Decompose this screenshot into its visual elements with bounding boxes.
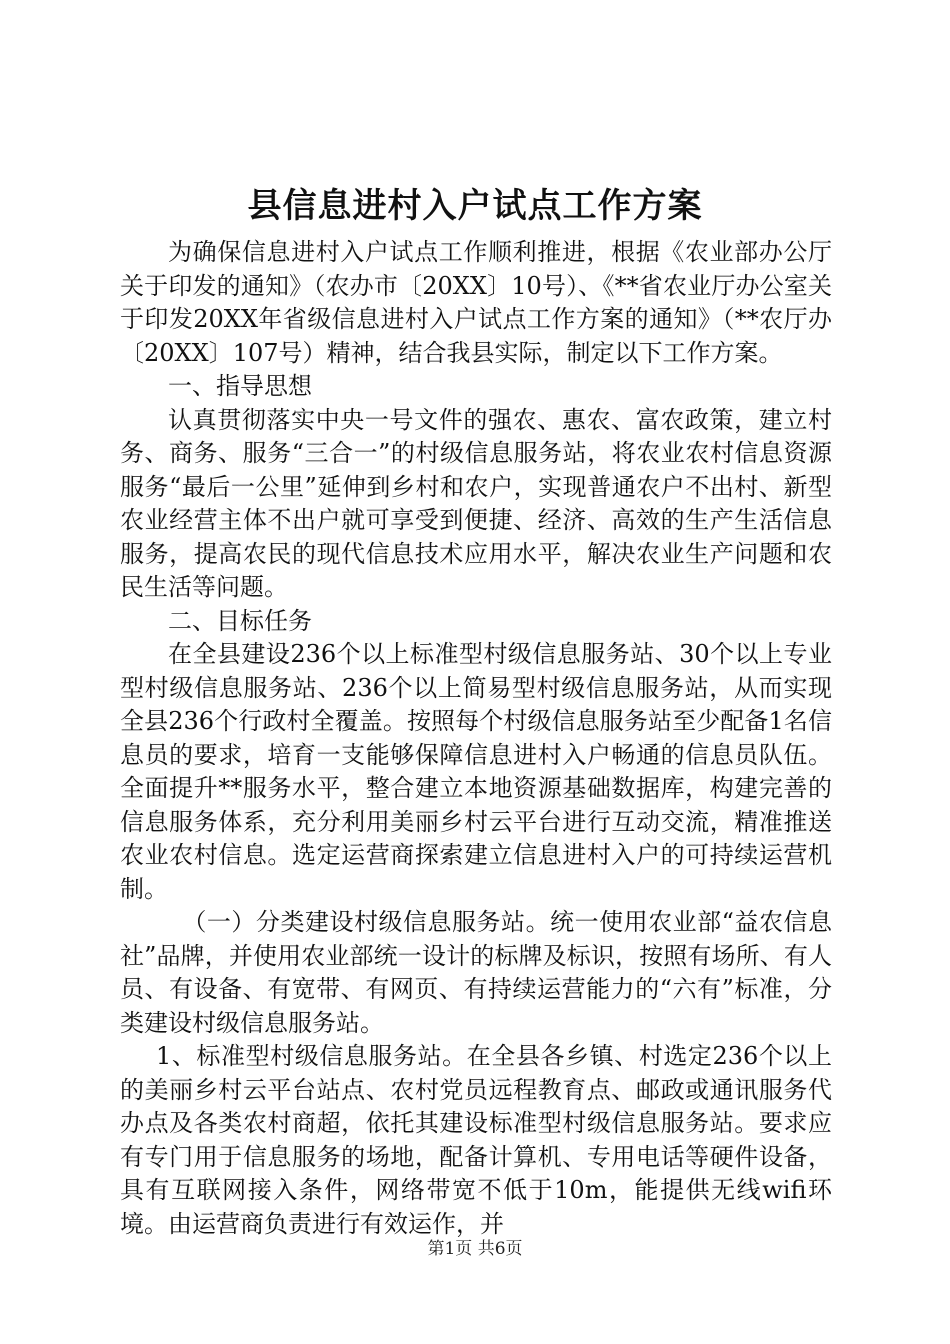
page-footer: 第1页 共6页: [427, 1239, 523, 1259]
section-heading-goals: 二、目标任务: [168, 606, 312, 635]
subsection-classified-construction: （一）分类建设村级信息服务站。统一使用农业部“益农信息社”品牌，并使用农业部统一设计的标牌及标识，按照有场所、有人员、有设备、有宽带、有网页、有持续运营能力的“六有”标准，分类建设村级信息服务站。: [120, 908, 832, 1037]
item-standard-station: 1、标准型村级信息服务站。在全县各乡镇、村选定236个以上的美丽乡村云平台站点、农村党员远程教育点、邮政或通讯服务代办点及各类农村商超，依托其建设标准型村级信息服务站。要求应有专门用于信息服务的场地，配备计算机、专用电话等硬件设备，具有互联网接入条件，网络带宽不低于10m，能提供无线wifi环境。由运营商负责进行有效运作，并: [120, 1042, 832, 1238]
goals-paragraph: 在全县建设236个以上标准型村级信息服务站、30个以上专业型村级信息服务站、236个以上简易型村级信息服务站，从而实现全县236个行政村全覆盖。按照每个村级信息服务站至少配备1名信息员的要求，培育一支能够保障信息进村入户畅通的信息员队伍。全面提升**服务水平，整合建立本地资源基础数据库，构建完善的信息服务体系，充分利用美丽乡村云平台进行互动交流，精准推送农业农村信息。选定运营商探索建立信息进村入户的可持续运营机制。: [120, 640, 832, 903]
document-body: [120, 236, 832, 1241]
intro-paragraph: 为确保信息进村入户试点工作顺利推进，根据《农业部办公厅关于印发的通知》（农办市〔20XX〕10号）、《**省农业厅办公室关于印发20XX年省级信息进村入户试点工作方案的通知》（**农厅办〔20XX〕107号）精神，结合我县实际，制定以下工作方案。: [120, 238, 832, 367]
section-heading-guiding-ideology: 一、指导思想: [168, 372, 312, 400]
guiding-ideology-paragraph: 认真贯彻落实中央一号文件的强农、惠农、富农政策，建立村务、商务、服务“三合一”的村级信息服务站，将农业农村信息资源服务“最后一公里”延伸到乡村和农户，实现普通农户不出村、新型农业经营主体不出户就可享受到便捷、经济、高效的生产生活信息服务，提高农民的现代信息技术应用水平，解决农业生产问题和农民生活等问题。: [120, 405, 832, 601]
document-title: 县信息进村入户试点工作方案: [247, 186, 703, 226]
